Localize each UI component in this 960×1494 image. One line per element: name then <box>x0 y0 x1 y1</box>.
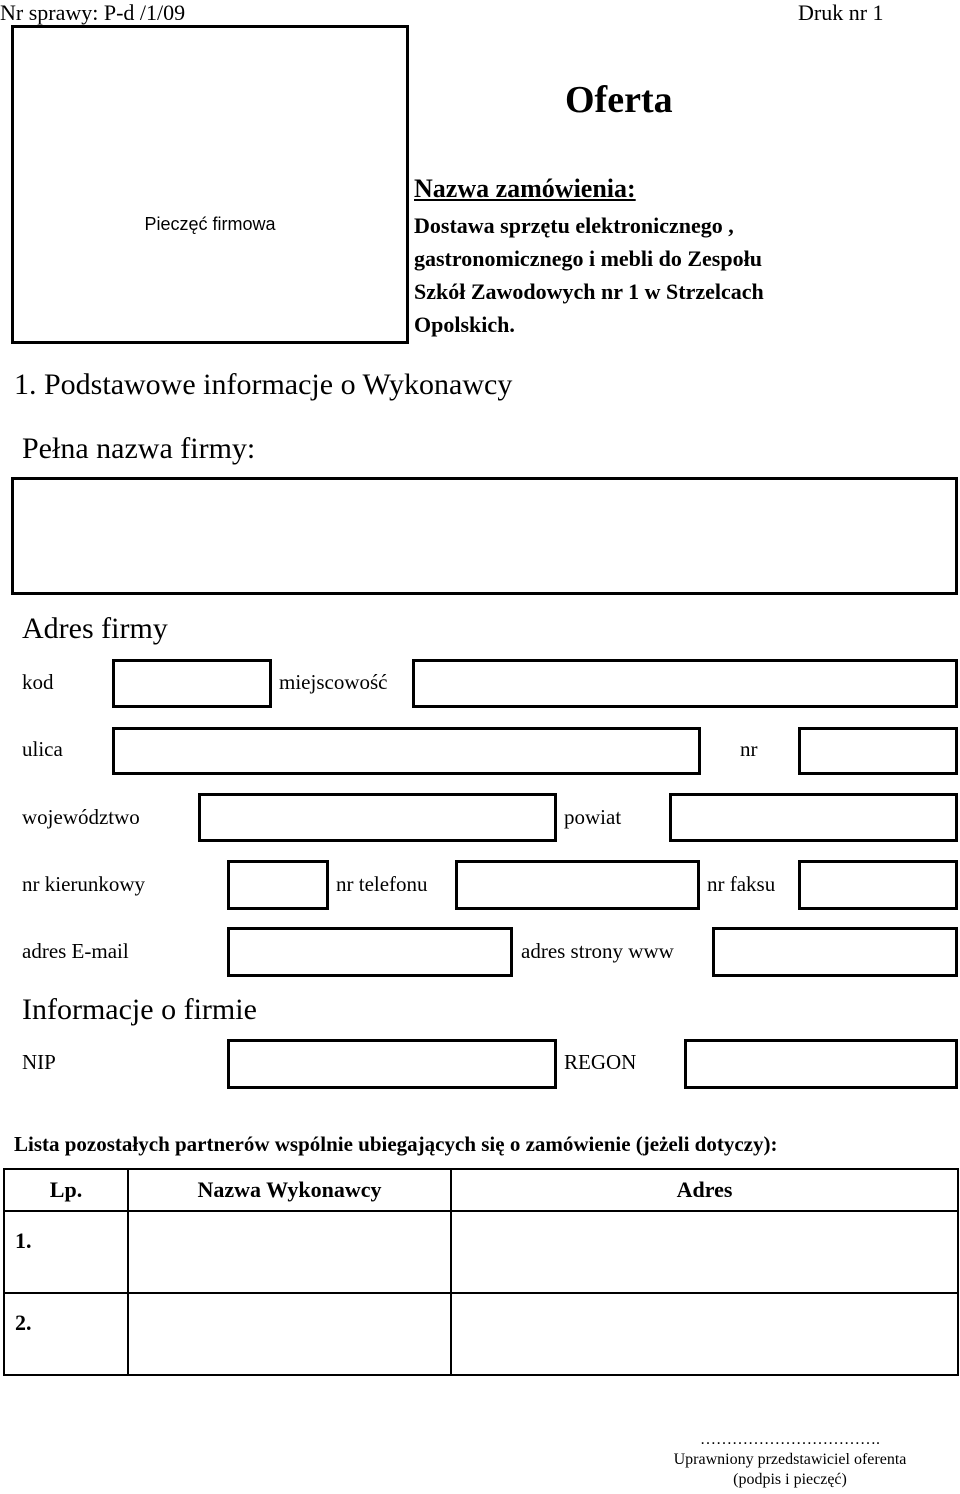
regon-label: REGON <box>564 1050 637 1074</box>
contractor-address-cell[interactable] <box>451 1211 958 1293</box>
phone-field[interactable] <box>455 860 700 910</box>
case-number: Nr sprawy: P-d /1/09 <box>0 0 186 25</box>
email-field[interactable] <box>227 927 513 977</box>
signature-dots: ……………………………. <box>700 1431 880 1448</box>
street-label: ulica <box>22 737 63 761</box>
stamp-label: Pieczęć firmowa <box>144 214 276 234</box>
signature-line-1: Uprawniony przedstawiciel oferenta <box>673 1451 907 1468</box>
nip-field[interactable] <box>227 1039 557 1089</box>
row-lp <box>4 1293 128 1375</box>
postal-code-label: kod <box>22 670 54 694</box>
row-lp-text: 1. <box>15 1228 32 1253</box>
county-field[interactable] <box>669 793 958 842</box>
table-row <box>4 1211 958 1293</box>
contractor-address-cell[interactable] <box>451 1293 958 1375</box>
partners-heading: Lista pozostałych partnerów wspólnie ubiegających się o zamówienie (jeżeli dotyczy): <box>14 1132 778 1156</box>
section-1-heading: 1. Podstawowe informacje o Wykonawcy <box>14 368 513 401</box>
county-label: powiat <box>564 805 622 829</box>
form-number: Druk nr 1 <box>798 0 884 25</box>
column-contractor-name: Nazwa Wykonawcy <box>128 1169 451 1211</box>
order-name-line: Szkół Zawodowych nr 1 w Strzelcach <box>414 279 764 304</box>
column-address: Adres <box>451 1169 958 1211</box>
number-label: nr <box>740 737 758 761</box>
order-name-line: Dostawa sprzętu elektronicznego , <box>414 213 734 238</box>
offer-title: Oferta <box>565 79 673 121</box>
partners-header-row <box>4 1169 958 1211</box>
full-name-field[interactable] <box>11 477 958 595</box>
fax-label: nr faksu <box>707 872 776 896</box>
partners-table <box>3 1168 959 1376</box>
row-lp <box>4 1211 128 1293</box>
area-code-field[interactable] <box>227 860 329 910</box>
voivodeship-label: województwo <box>22 805 140 829</box>
order-name-label: Nazwa zamówienia: <box>414 174 636 203</box>
signature-block <box>640 1430 940 1490</box>
contractor-name-cell[interactable] <box>128 1211 451 1293</box>
nip-label: NIP <box>22 1050 56 1074</box>
row-lp-text: 2. <box>15 1310 32 1335</box>
voivodeship-field[interactable] <box>198 793 557 842</box>
city-label: miejscowość <box>279 670 388 694</box>
table-row <box>4 1293 958 1375</box>
column-lp: Lp. <box>4 1169 128 1211</box>
order-name-description <box>414 209 764 341</box>
city-field[interactable] <box>412 659 958 708</box>
full-name-label: Pełna nazwa firmy: <box>22 432 256 465</box>
fax-field[interactable] <box>798 860 958 910</box>
contractor-name-cell[interactable] <box>128 1293 451 1375</box>
address-heading: Adres firmy <box>22 612 168 645</box>
www-label: adres strony www <box>521 939 674 963</box>
company-stamp-box <box>11 25 409 344</box>
order-name-line: gastronomicznego i mebli do Zespołu <box>414 246 762 271</box>
regon-field[interactable] <box>684 1039 958 1089</box>
company-info-heading: Informacje o firmie <box>22 993 257 1026</box>
street-field[interactable] <box>112 727 701 775</box>
number-field[interactable] <box>798 727 958 775</box>
email-label: adres E-mail <box>22 939 129 963</box>
phone-label: nr telefonu <box>336 872 428 896</box>
www-field[interactable] <box>712 927 958 977</box>
order-name-line: Opolskich. <box>414 312 515 337</box>
signature-line-2: (podpis i pieczęć) <box>733 1471 847 1488</box>
postal-code-field[interactable] <box>112 659 272 708</box>
area-code-label: nr kierunkowy <box>22 872 146 896</box>
